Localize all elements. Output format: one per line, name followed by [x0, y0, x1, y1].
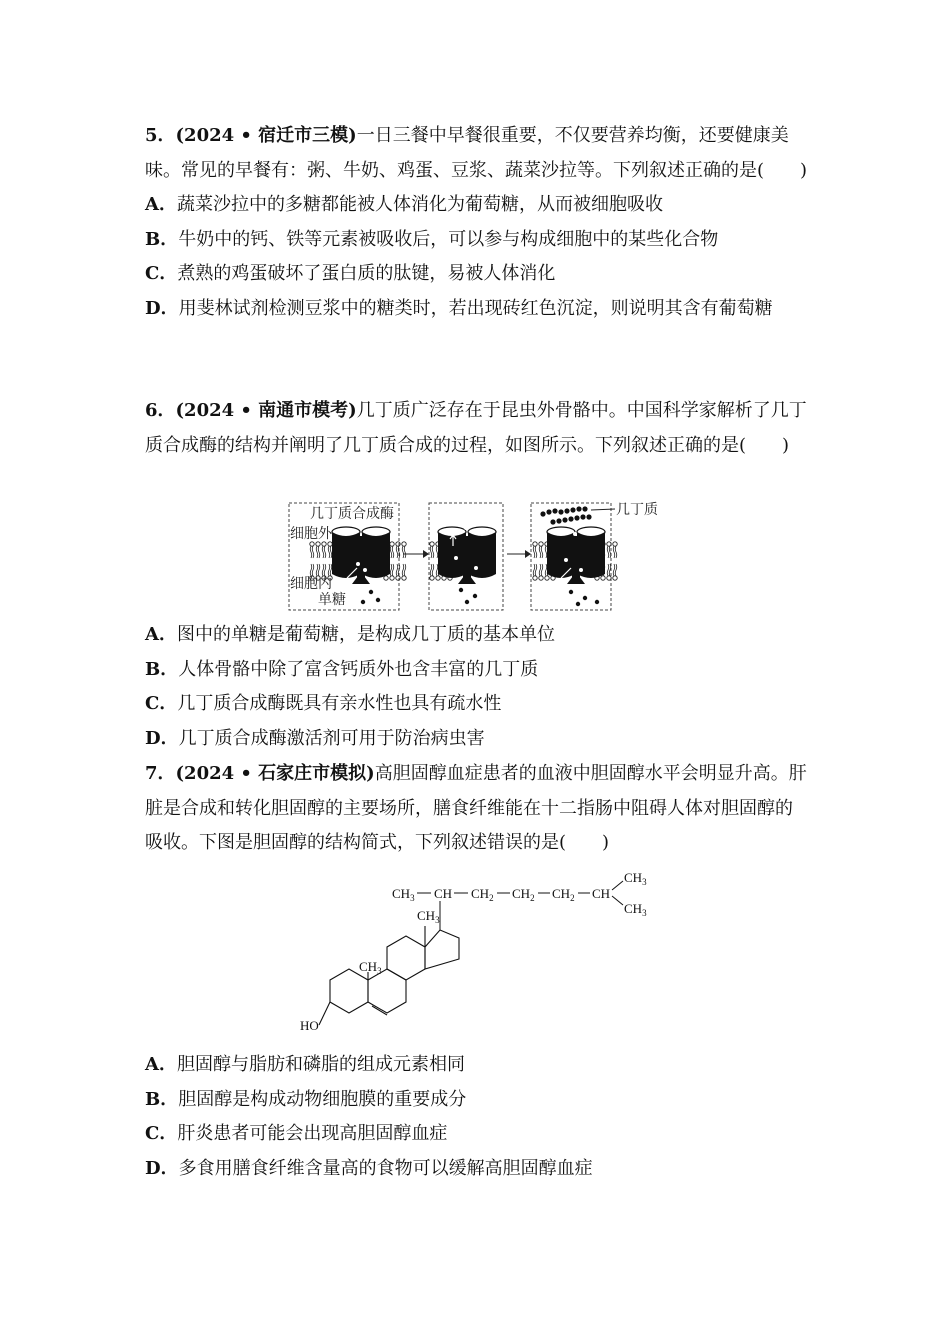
option-text: 用斐林试剂检测豆浆中的糖类时，若出现砖红色沉淀，则说明其含有葡萄糖: [178, 297, 773, 319]
question-text: 一日三餐中早餐很重要，不仅要营养均衡，还要健康美味。常见的早餐有：粥、牛奶、鸡蛋、豆浆、蔬菜沙拉等。下列叙述正确的是( ): [145, 125, 808, 181]
option-key: D．: [145, 727, 179, 749]
question-6-options: [145, 618, 810, 756]
option-key: A．: [145, 194, 177, 215]
chitin-chain: [540, 506, 591, 524]
outside-label: 细胞外: [290, 526, 332, 542]
option-key: C．: [145, 263, 178, 284]
option-key: B．: [145, 228, 179, 250]
option-text: 胆固醇与脂肪和磷脂的组成元素相同: [176, 1054, 465, 1075]
option-d: [145, 1152, 810, 1187]
option-d: [145, 292, 810, 327]
option-text: 几丁质合成酶激活剂可用于防治病虫害: [178, 727, 485, 749]
enzyme-label: 几丁质合成酶: [310, 506, 394, 522]
question-text: 高胆固醇血症患者的血液中胆固醇水平会明显升高。肝脏是合成和转化胆固醇的主要场所，膳食纤维能在十二指肠中阻碍人体对胆固醇的吸收。下图是胆固醇的结构简式，下列叙述错误的是( ): [145, 763, 807, 853]
option-key: D．: [145, 1157, 179, 1179]
option-text: 胆固醇是构成动物细胞膜的重要成分: [178, 1088, 467, 1110]
option-key: A．: [145, 624, 177, 645]
question-source: (2024 • 石家庄市模拟): [175, 763, 375, 784]
option-d: [145, 722, 810, 757]
option-key: C．: [145, 693, 178, 714]
option-text: 肝炎患者可能会出现高胆固醇血症: [177, 1123, 448, 1144]
option-text: 多食用膳食纤维含量高的食物可以缓解高胆固醇血症: [178, 1157, 593, 1179]
question-6: [145, 394, 810, 463]
chitin-label: 几丁质: [616, 502, 658, 518]
cholesterol-structure: [296, 868, 656, 1040]
question-7-options: [145, 1048, 810, 1186]
option-key: B．: [145, 658, 179, 680]
methyl-lower: $CH_3$: [359, 959, 382, 976]
option-key: B．: [145, 1088, 179, 1110]
option-c: [145, 1117, 810, 1152]
option-a: [145, 618, 810, 653]
option-text: 几丁质合成酶既具有亲水性也具有疏水性: [177, 693, 502, 714]
option-text: 煮熟的鸡蛋破坏了蛋白质的肽键，易被人体消化: [177, 263, 556, 284]
chitin-synthesis-figure: [285, 498, 675, 614]
chain-ch: CH: [434, 886, 453, 901]
option-key: A．: [145, 1054, 177, 1075]
option-b: [145, 653, 810, 688]
option-text: 蔬菜沙拉中的多糖都能被人体消化为葡萄糖，从而被细胞吸收: [176, 194, 663, 215]
question-6-stem: [145, 394, 810, 463]
chain-ch-end: CH: [592, 886, 611, 901]
steroid-rings: [319, 926, 459, 1025]
hydroxyl: HO: [300, 1018, 319, 1033]
question-source: (2024 • 南通市模考): [175, 400, 357, 421]
branch-top: $CH_3$: [624, 870, 647, 887]
option-c: [145, 687, 810, 722]
question-text: 几丁质广泛存在于昆虫外骨骼中。中国科学家解析了几丁质合成酶的结构并阐明了几丁质合成的过程，如图所示。下列叙述正确的是( ): [145, 400, 807, 456]
option-b: [145, 1083, 810, 1118]
option-text: 牛奶中的钙、铁等元素被吸收后，可以参与构成细胞中的某些化合物: [178, 228, 719, 250]
branch-bottom: $CH_3$: [624, 901, 647, 918]
monosaccharide-label: 单糖: [318, 592, 346, 608]
methyl-upper: $CH_3$: [417, 908, 440, 925]
chain-ch2-3: $CH_2$: [552, 886, 575, 903]
question-number: 5．: [145, 125, 176, 146]
question-7: [145, 757, 810, 861]
option-key: C．: [145, 1123, 178, 1144]
option-a: [145, 1048, 810, 1083]
question-number: 6．: [145, 400, 176, 421]
option-key: D．: [145, 297, 179, 319]
option-text: 图中的单糖是葡萄糖，是构成几丁质的基本单位: [176, 624, 555, 645]
question-number: 7．: [145, 763, 176, 784]
option-a: [145, 188, 810, 223]
question-source: (2024 • 宿迁市三模): [175, 125, 357, 146]
option-c: [145, 257, 810, 292]
chain-ch2-2: $CH_2$: [512, 886, 535, 903]
chitin-synthase-icon: [438, 527, 496, 584]
option-text: 人体骨骼中除了富含钙质外也含丰富的几丁质: [178, 658, 539, 680]
inside-label: 细胞内: [290, 576, 332, 592]
question-5: [145, 119, 810, 326]
chain-ch3: $CH_3$: [392, 886, 415, 903]
question-7-stem: [145, 757, 810, 861]
option-b: [145, 223, 810, 258]
chitin-synthase-icon: [332, 527, 390, 584]
question-5-stem: [145, 119, 810, 188]
chain-ch2-1: $CH_2$: [471, 886, 494, 903]
